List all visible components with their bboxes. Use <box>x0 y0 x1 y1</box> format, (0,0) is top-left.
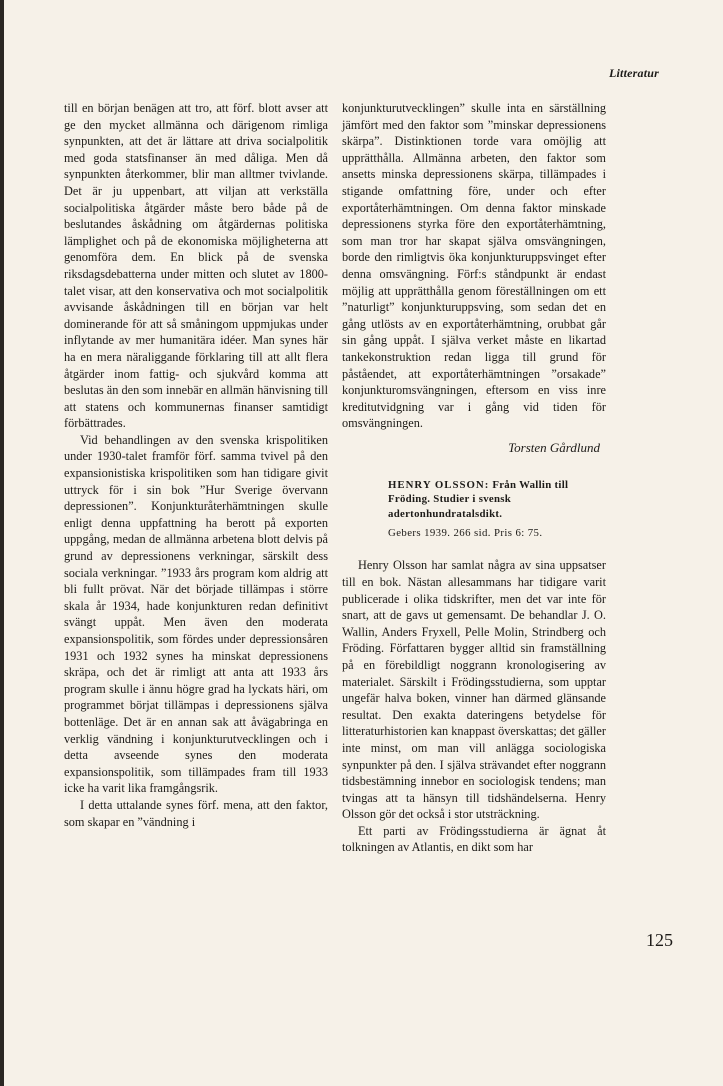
review-title: Från Wallin till Fröding. Studier i svensk adertonhundratalsdikt. <box>388 478 569 520</box>
paragraph: Ett parti av Frödingsstudierna är ägnat åt tolkningen av Atlantis, en dikt som har <box>342 823 606 855</box>
review-signature: Torsten Gårdlund <box>508 439 600 455</box>
page-edge <box>0 0 4 1086</box>
running-header: Litteratur <box>608 66 659 80</box>
paragraph: Henry Olsson har samlat några av sina uppsatser till en bok. Nästan allesammans har tidigare varit publicerade i olika tidskrifter, men det var inte för snart, att de gavs ut gemensamt. De behandlar J. O. Wallin, Anders Fryxell, Pelle Molin, Strindberg och Fröding. Författaren bygger alltid sin framställning på en förebildligt noggrann kronologisering av materialet. Särskilt i Frödingsstudierna, som upptar ungefär halva boken, vinner han därmed glänsande resultat. Den exakta dateringens betydelse för litteraturhistorien kan knappast överskattas; det gäller inte minst, om man vill anlägga sociologiska synpunkter på den. I själva strävandet efter noggrann tidsbestämning innebor en sociologisk tendens; man tvingas att ta hänsyn till tidshändelserna. Henry Olsson gör det också i stor utsträckning. <box>342 558 606 822</box>
paragraph: konjunkturutvecklingen” skulle inta en särställning jämfört med den faktor som ”minskar depressionens skärpa”. Distinktionen torde vara omöjlig att upprätthålla. Allmänna arbeten, den faktor som ansetts minska depressionens skärpa, tillämpades i stigande omfattning före, under och efter exportåterhämtningen. Om denna faktor minskade depressionens styrka före den exportåterhämtning, som man tror har skapat själva omsvängningen, borde den rimligtvis öka konjunkturuppsvinget efter denna omsvängning. Förf:s ståndpunkt är endast möjlig att upprätthålla genom föreställningen om ett ”naturligt” konjunkturuppsving, som sedan det en gång utlösts av en exportåterhämtning, orubbat går sin gång uppåt. I själva verket måste en likartad tankekonstruktion redan ligga till grund för påståendet, att exportåterhämtningen ”orsakade” konjunkturomsvängningen, eftersom en viss inre kreditutvidgning var i gång vid tiden för omsvängningen. <box>342 101 606 431</box>
page-number: 125 <box>646 930 673 950</box>
review-publication-info: Gebers 1939. 266 sid. Pris 6: 75. <box>388 527 543 540</box>
paragraph: till en början benägen att tro, att förf. blott avser att ge den mycket allmänna och därigenom rimliga synpunkten, att det är lättare att driva socialpolitik med goda statsfinanser än med dåliga. Men då synpunkten återkommer, blir man alltmer tvivlande. Det är ju uppenbart, att viljan att verkställa socialpolitiska åtgärder måste bero både på de beslutandes åskådning om åtgärdernas politiska lämplighet och på de ekonomiska möjligheterna att genomföra dem. En blick på de svenska riksdagsdebatterna under mitten och slutet av 1800-talet visar, att den konservativa och mot socialpolitik avvisande åskådningen till en början var helt dominerande för att så småningom uppmjukas under inflytande av mer humanitära idéer. Man synes här ha en mera näraliggande förklaring till att allt flera åtgärder inom fattig- och sjukvård komma att beslutas än den som innebär en allmän hänvisning till att statens och kommunernas finanser samtidigt förbättrades. <box>64 101 328 431</box>
right-column <box>342 100 606 856</box>
paragraph: Vid behandlingen av den svenska krispolitiken under 1930-talet framför förf. samma tvivel på den expansionistiska krispolitiken som han tidigare givit uttryck för i sin bok ”Hur Sverige övervann depressionen”. Konjunkturåterhämtningen skulle enligt denna uppfattning ha berott på exporten uppgång, medan de allmänna arbetena blott delvis på grund av depressionens verkningar, särskilt dess sociala verkningar. ”1933 års program kom aldrig att bli fullt prövat. När det började tillämpas i större skala år 1934, hade konjunkturen redan definitivt svängt uppåt. Men även den moderata expansionspolitik, som fördes under depressionsåren 1931 och 1932 synes ha minskat depressionens skräpa, och det är rimligt att anta att 1933 års program skulle i ännu högre grad ha lyckats häri, om programmet börjat tillämpas i depressionens själva bottenläge. Det är en annan sak att åvägabringa en verklig vändning i konjunkturutvecklingen och i detta avseende synes den moderata expansionspolitik, som tillämpades fram till 1933 icke ha varit lika framgångsrik. <box>64 432 328 796</box>
review-heading <box>342 478 606 522</box>
paragraph: I detta uttalande synes förf. mena, att den faktor, som skapar en ”vändning i <box>64 797 328 829</box>
review-author: HENRY OLSSON: <box>388 478 490 491</box>
left-column <box>64 100 328 830</box>
